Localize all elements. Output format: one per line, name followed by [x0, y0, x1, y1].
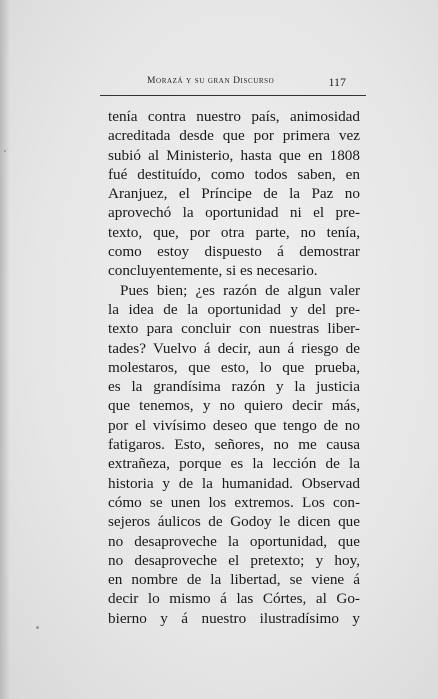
- body-text: [108, 107, 360, 628]
- text-line: tenía contra nuestro país, animosidad: [108, 108, 360, 125]
- text-line: por el vivísimo deseo que tengo de no: [108, 416, 360, 434]
- text-line: acreditada desde que por primera vez: [108, 127, 360, 145]
- page-gutter-shadow: [0, 0, 10, 699]
- text-line: molestaros, que esto, lo que prueba,: [108, 358, 360, 376]
- running-title: Morazá y su gran Discurso: [147, 76, 275, 86]
- text-line: fué destituído, como todos saben, en: [108, 165, 360, 183]
- text-line: texto para concluir con nuestras liber-: [108, 320, 360, 338]
- text-line: en nombre de la libertad, se viene á: [108, 571, 360, 589]
- text-line: concluyentemente, si es necesario.: [108, 262, 318, 280]
- header-rule: [100, 95, 366, 96]
- text-line: como estoy dispuesto á demostrar: [108, 243, 360, 261]
- text-line: fatigaros. Esto, señores, no me causa: [108, 436, 360, 454]
- text-line: Pues bien; ¿es razón de algun valer: [120, 281, 360, 299]
- text-line: Aranjuez, el Príncipe de la Paz no: [108, 185, 360, 203]
- text-line: subió al Ministerio, hasta que en 1808: [108, 146, 360, 164]
- paper-speck: [36, 626, 39, 629]
- paper-speck: [4, 150, 6, 152]
- text-line: decir lo mismo á las Córtes, al Go-: [108, 590, 360, 608]
- text-line: no desaproveche la oportunidad, que: [108, 532, 360, 550]
- text-line: cómo se unen los extremos. Los con-: [108, 493, 360, 511]
- text-line: texto, que, por otra parte, no tenía,: [108, 223, 360, 241]
- text-line: es la grandísima razón y la justicia: [108, 378, 360, 396]
- text-line: aprovechó la oportunidad ni el pre-: [108, 204, 360, 222]
- text-line: historia y de la humanidad. Observad: [108, 474, 360, 492]
- text-line: extrañeza, porque es la lección de la: [108, 455, 360, 473]
- page-header: [100, 76, 366, 92]
- text-line: la idea de la oportunidad y del pre-: [108, 300, 360, 318]
- page-number: 117: [328, 75, 346, 89]
- text-line: tades? Vuelvo á decir, aun á riesgo de: [108, 339, 360, 357]
- text-line: sejeros áulicos de Godoy le dicen que: [108, 513, 360, 531]
- text-line: que tenemos, y no quiero decir más,: [108, 397, 360, 415]
- text-line: bierno y á nuestro ilustradísimo y: [108, 609, 360, 627]
- text-line: no desaproveche el pretexto; y hoy,: [108, 551, 360, 569]
